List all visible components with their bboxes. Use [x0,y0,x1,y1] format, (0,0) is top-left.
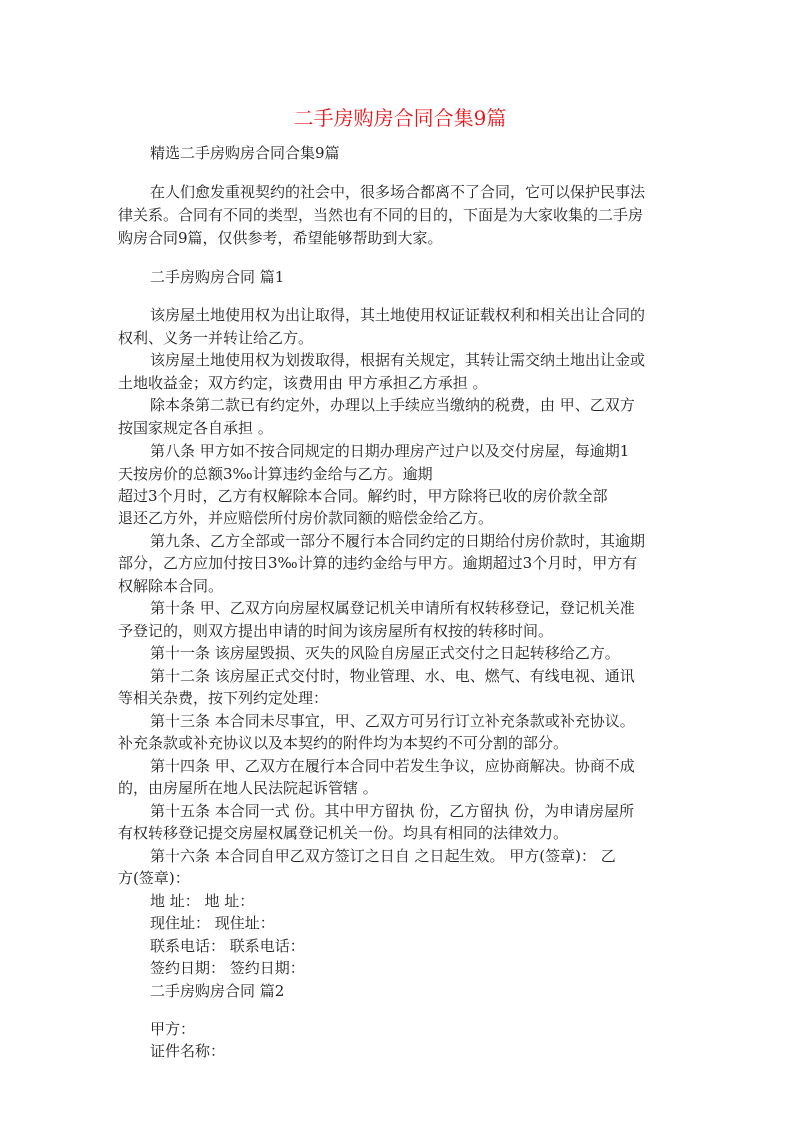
party-field: 甲方： [150,1020,196,1038]
clause-line: 第十条 甲、乙双方向房屋权属登记机关申请所有权转移登记，登记机关准 [150,599,635,617]
signature-field: 签约日期： 签约日期： [150,959,305,977]
intro-line: 律关系。合同有不同的类型，当然也有不同的目的，下面是为大家收集的二手房 [118,206,644,224]
document-title: 二手房购房合同合集9篇 [293,106,507,130]
clause-line: 权解除本合同。 [118,577,224,595]
intro-line: 在人们愈发重视契约的社会中，很多场合都离不了合同，它可以保护民事法 [150,183,646,201]
clause-line: 的，由房屋所在地人民法院起诉管辖 。 [118,779,378,797]
section-heading: 二手房购房合同 篇2 [150,982,285,1000]
clause-line: 第九条、乙方全部或一部分不履行本合同约定的日期给付房价款时，其逾期 [150,532,646,550]
clause-line: 部分，乙方应加付按日3‰计算的违约金给与甲方。逾期超过3个月时，甲方有 [118,554,638,572]
subtitle-line: 精选二手房购房合同合集9篇 [150,144,340,162]
clause-line: 土地收益金；双方约定，该费用由 甲方承担乙方承担 。 [118,374,488,392]
clause-line: 天按房价的总额3‰计算违约金给与乙方。逾期 [118,465,433,483]
clause-line: 第十四条 甲、乙双方在履行本合同中若发生争议，应协商解决。协商不成 [150,757,635,775]
clause-line: 予登记的，则双方提出申请的时间为该房屋所有权按的转移时间。 [118,622,554,640]
section-heading: 二手房购房合同 篇1 [150,268,285,286]
clause-line: 超过3个月时，乙方有权解除本合同。解约时，甲方除将已收的房价款全部 [118,487,608,505]
signature-field: 现住址： 现住址： [150,914,275,932]
clause-line: 有权转移登记提交房屋权属登记机关一份。均具有相同的法律效力。 [118,824,569,842]
clause-line: 第十三条 本合同未尽事宜，甲、乙双方可另行订立补充条款或补充协议。 [150,712,635,730]
party-field: 证件名称： [150,1042,226,1060]
clause-line: 等相关杂费，按下列约定处理： [118,689,329,707]
clause-line: 第八条 甲方如不按合同规定的日期办理房产过户以及交付房屋，每逾期1 [150,442,630,460]
clause-line: 补充条款或补充协议以及本契约的附件均为本契约不可分割的部分。 [118,734,569,752]
clause-line: 该房屋土地使用权为划拨取得，根据有关规定，其转让需交纳土地出让金或 [150,351,646,369]
clause-line: 除本条第二款已有约定外，办理以上手续应当缴纳的税费，由 甲、乙双方 [150,396,635,414]
clause-line: 第十一条 该房屋毁损、灭失的风险自房屋正式交付之日起转移给乙方。 [150,644,620,662]
signature-field: 地 址： 地 址： [150,892,255,910]
clause-line: 第十五条 本合同一式 份。其中甲方留执 份，乙方留执 份，为申请房屋所 [150,802,635,820]
signature-field: 联系电话： 联系电话： [150,937,305,955]
clause-line: 方(签章)： [118,869,190,887]
intro-line: 购房合同9篇，仅供参考，希望能够帮助到大家。 [118,229,443,247]
clause-line: 退还乙方外，并应赔偿所付房价款同额的赔偿金给乙方。 [118,509,494,527]
clause-line: 第十二条 该房屋正式交付时，物业管理、水、电、燃气、有线电视、通讯 [150,667,635,685]
clause-line: 权利、义务一并转让给乙方。 [118,329,314,347]
clause-line: 第十六条 本合同自甲乙双方签订之日自 之日起生效。 甲方(签章)： 乙 [150,847,616,865]
clause-line: 该房屋土地使用权为出让取得，其土地使用权证证载权利和相关出让合同的 [150,306,646,324]
clause-line: 按国家规定各自承担 。 [118,419,273,437]
